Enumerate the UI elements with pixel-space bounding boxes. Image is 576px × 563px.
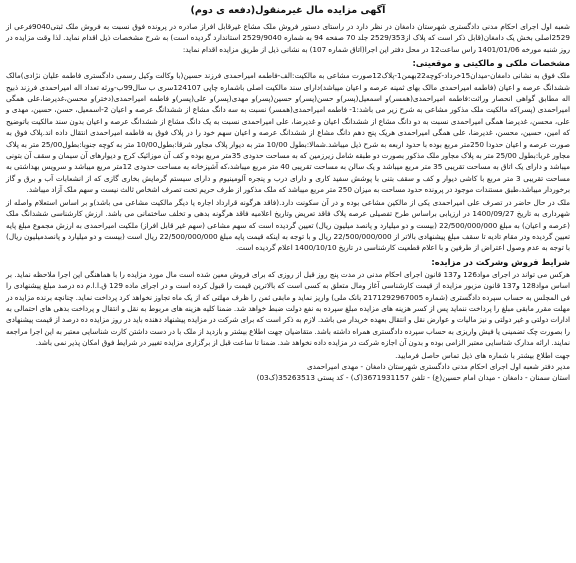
sale-conditions-paragraph: هرکس می تواند در اجرای مواد126 و137 قانون اجرای احکام مدنی در مدت پنج روز قبل از روزی که برای فروش معین شده است مال مورد مزایده را با هماهنگی این اجرا ملاحظه نماید. بر اساس مواد128 و137 قانون مزبور مزایده از قیمت کارشناسی آغاز ومال متعلق به کسی است که بالاترین قیمت را قبول کرده است و در اجرای ماده 129 ق.ا.ا.م ده درصد مبلغ پیشنهادی را فی المجلس به حساب سپرده دادگستری (شماره 2171292967005 بانک ملی) واریز نماید و مابقی ثمن را ظرف مهلتی که از یک ماه تجاوز نخواهد کرد پرداخت نماید. چنانچه برنده مزایده در مهلت مقرر مابقی مبلغ را پرداخت ننماید پس از کسر هزینه های مزایده مبلغ سپرده به نفع دولت ضبط خواهد شد. ضمنا کلیه هزینه های مربوط به نقل و انتقال و پرداخت بدهی های احتمالی به ادارات دولتی و غیر دولتی و نیز مالیات و عوارض نقل و انتقال بعهده خریدار می باشد. لازم به ذکر است که برای شرکت در مزایده پیشنهاد دهنده باید در روز مزایده ده درصد از قیمت پیشنهادی را بصورت چک تضمینی یا فیش واریزی به حساب سپرده دادگستری همراه داشته باشد. متقاضیان جهت اطلاع بیشتر و بازدید از ملک با در دست داشتن کارت شناسایی معتبر به این اجرا مراجعه نمایند. ارائه مدارک شناسایی معتبر الزامی بوده و بدون آن اجازه شرکت در مزایده داده نخواهد شد. ضمنا تا ساعت قبل از برگزاری مزایده تغییر در شرایط فوق امکان پذیر نمی باشد. <box>6 269 570 348</box>
signature-line: مدیر دفتر شعبه اول اجرای احکام مدنی دادگستری شهرستان دامغان - مهدی امیراحمدی <box>306 361 570 371</box>
contact-note: جهت اطلاع بیشتر با شماره های ذیل تماس حاصل فرمایید. <box>395 350 570 360</box>
notice-title: آگهی مزایده مال غیرمنقول(دفعه ی دوم) <box>190 5 386 16</box>
valuation-paragraph: ملک در حال حاضر در تصرف علی امیراحمدی یکی از مالکین مشاعی بوده و در آن سکونت دارد.(فاقد هرگونه قرارداد اجاره یا دیگر مالکیت مشاعی می باشد)و بر اساس استعلام واصله از شهرداری به تاریخ 1400/09/27 در ارزیابی براساس طرح تفصیلی عرصه پلاک فاقد تعریض وتاریخ اعلامیه فاقد هرگونه بدهی و تخلف ساختمانی می باشد. ارزش کارشناسی ششدانگ ملک (عرصه و اعیان) به مبلغ 22/500/000/000 (بیست و دو میلیارد و پانصد میلیون ریال) تعیین گردیده است که سهم مشاعی (سهم غیر قابل افراز) ملکیت امیراحمدی به ارزش مجموع مبلغ پایه تعیین گردیده ودر مقام تادیه تا سقف مبلغ پیشنهادی بالاتر از 22/500/000/000 ریال و با توجه به اینکه قیمت پایه مبلغ 22/500/000/000 ریال است (بیست و دو میلیارد و پانصدمیلیون ریال) با توجه به عدم وصول اعتراض از طرفین و با اعلام قطعیت کارشناسی در تاریخ 1400/10/10 اعلام گردیده است. <box>6 197 570 253</box>
address-line: استان سمنان - دامغان - میدان امام حسین(ع) - تلفن 3671931157(ک) - کد پستی 35263513(ک03) <box>256 373 570 383</box>
sale-conditions-heading: شرایط فروش وشرکت در مزایده: <box>431 256 570 267</box>
property-specs-paragraph: ملک فوق به نشانی دامغان-میدان15خرداد-کوچه22بهمن1-پلاک12صورت مشاعی به مالکیت:الف-فاطمه امیراحمدی فرزند حسین(با وکالت وکیل رسمی دادگستری فاطمه علیان نژادی)مالک ششدانگ عرصه و اعیان (فاطمه امیراحمدی مالک بهای ثمینه عرصه و اعیان میباشد)دارای سند مالکیت اصلی باشماره چاپی 124107سری ب سال99ب-ورثه تعداد اله امیراحمدی فرزند ذبیح اله مطابق گواهی انحصار وراثت:فاطمه امیراحمدی(همسر)و اسمعیل(پسر)و حسن(پسر)و حسین(پسر)و مهدی(پسر)و علی(پسر)و فاطمه امیراحمدی(دختر)و محسن،غدیرضا،علی همگی امیراحمدی (پسر)که مالکیت ملک مذکور مشاعی به شرح زیر می باشد:1- فاطمه امیراحمدی(همسر) نسبت به سه دانگ مشاع از ششدانگ عرصه و اعیان 2-اسمعیل، حسن، حسین، مهدی و علی، محسن، غدیرضا همگی امیراحمدی نسبت به دو دانگ مشاع از ششدانگ اعیان و غدیرضا، علی امیراحمدی نسبت به یک دانگ مشاع از ششدانگ عرصه و اعیان بدون سند مالکیت باتوضیح که امین، حسین، محسن، غدیرضا، علی همگی امیراحمدی هریک پنج دهم دانگ مشاع از ششدانگ عرصه و اعیان سهم خود را در پلاک فوق به فاطمه امیراحمدی انتقال داده اند.پلاک فوق به صورت عرصه و اعیان حدودا 250متر مربع بوده با حدود اربعه به شرح ذیل میباشد.شمالا:بطول 10/00 متر به دیوار پلاک مجاور شرقا:بطول10/00 متر به کوچه جنوبا:بطول25/00 متر به پلاک مجاور غربا:بطول 25/00 متر به پلاک مجاور ملک مذکور بصورت دو طبقه شامل زیرزمین که به مساحت حدودی 35متر مربع بوده و کف آن موزائیک کرج و دیوارهای آن سیمان و سقف آن بتونی میباشد و دارای یک اتاق به مساحت تقریبی 35 متر مربع میباشد و یک سالن به مساحت تقریبی 40 متر مربع میباشد،که آشپزخانه به مساحت حدودی 12متر مربع میباشد و سرویس بهداشتی به مساحت تقریبی 3 متر مربع با کاشی دیوار و کف و سقف بتنی با پوشش سفید کاری و دارای درب و پنجره آلومینیوم و دارای سیستم گرمایش بخاری گازی که از انشعابات آب و برق و گاز برخوردار میباشد،طبق مستندات موجود در پرونده حدود مساحت به میزان 250 متر مربع میباشد که ملک مذکور از طرف حریم تحت تصرف اشخاص ثالث نیست و سهم ملک آزاد میباشد. <box>6 71 571 195</box>
intro-paragraph: شعبه اول اجرای احکام مدنی دادگستری شهرستان دامغان در نظر دارد در راستای دستور فروش ملک مشاع غیرقابل افراز صادره در پرونده فوق نسبت به فروش ملک ثبتی9040فرعی از 2529اصلی بخش یک دامغان(قابل ذکر است که پلاک از2529/353 جلد 70 صفحه 94 به شماره 2529/9040 استاندارد گردیده است) به شرح مشخصات ذیل اقدام نماید. لذا وقت مزایده در روز شنبه مورخه 1401/01/06 راس ساعت12 در محل دفتر این اجرا(اتاق شماره 107) به نشانی ذیل از طریق مزایده اقدام نماید: <box>6 22 570 54</box>
property-specs-heading: مشخصات ملکی و مالکیتی و موقعیتی: <box>412 58 570 69</box>
